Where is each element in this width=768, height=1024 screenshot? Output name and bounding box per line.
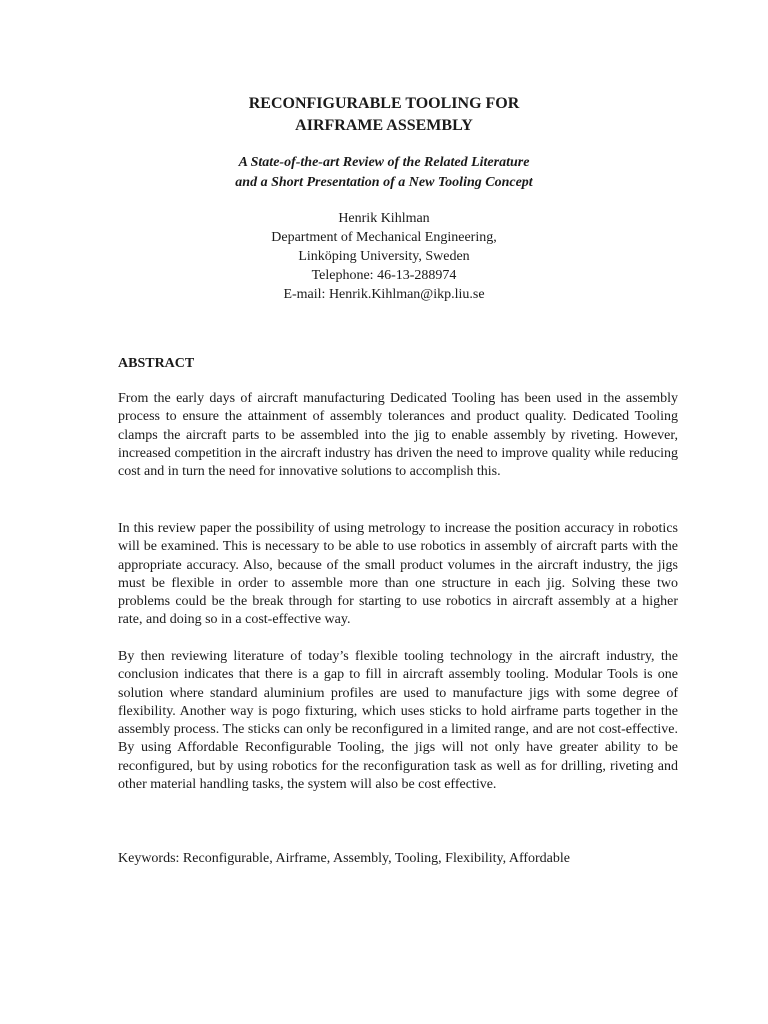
author-name: Henrik Kihlman — [338, 211, 430, 226]
paper-title-line-2: AIRFRAME ASSEMBLY — [295, 117, 473, 134]
paper-subtitle-line-2: and a Short Presentation of a New Tooling Concept — [235, 175, 533, 190]
keywords-line: Keywords: Reconfigurable, Airframe, Assembly, Tooling, Flexibility, Affordable — [118, 851, 570, 866]
abstract-paragraph-1: From the early days of aircraft manufacturing Dedicated Tooling has been used in the assembly process to ensure the attainment of assembly tolerances and product quality. Dedicated Tooling clamps the aircraft parts to be assembled into the jig to enable assembly by riveting. However, increased competition in the aircraft industry has driven the need to improve quality while reducing cost and in turn the need for innovative solutions to accomplish this. — [118, 391, 678, 480]
paper-subtitle — [0, 153, 768, 193]
author-block — [0, 209, 768, 304]
paper-subtitle-line-1: A State-of-the-art Review of the Related Literature — [238, 155, 530, 170]
abstract-heading: ABSTRACT — [118, 356, 195, 371]
paper-title-line-1: RECONFIGURABLE TOOLING FOR — [248, 95, 520, 112]
paper-title — [0, 93, 768, 137]
author-email: E-mail: Henrik.Kihlman@ikp.liu.se — [283, 287, 485, 302]
abstract-paragraph-2: In this review paper the possibility of using metrology to increase the position accuracy in robotics will be examined. This is necessary to be able to use robotics in assembly of aircraft parts with the appropriate accuracy. Also, because of the small product volumes in the aircraft industry, the jigs must be flexible in order to assemble more than one structure in each jig. Solving these two problems could be the break through for starting to use robotics in aircraft assembly at a higher rate, and doing so in a cost-effective way. — [118, 521, 678, 628]
author-telephone: Telephone: 46-13-288974 — [311, 268, 457, 283]
author-university: Linköping University, Sweden — [298, 249, 470, 264]
abstract-paragraph-3: By then reviewing literature of today’s flexible tooling technology in the aircraft industry, the conclusion indicates that there is a gap to fill in aircraft assembly tooling. Modular Tools is one solution where standard aluminium profiles are used to manufacture jigs with some degree of flexibility. Another way is pogo fixturing, which uses sticks to hold airframe parts together in the assembly process. The sticks can only be reconfigured in a limited range, and are not cost-effective. By using Affordable Reconfigurable Tooling, the jigs will not only have greater ability to be reconfigured, but by using robotics for the reconfiguration task as well as for drilling, riveting and other material handling tasks, the system will also be cost effective. — [118, 649, 678, 793]
author-department: Department of Mechanical Engineering, — [271, 230, 497, 245]
